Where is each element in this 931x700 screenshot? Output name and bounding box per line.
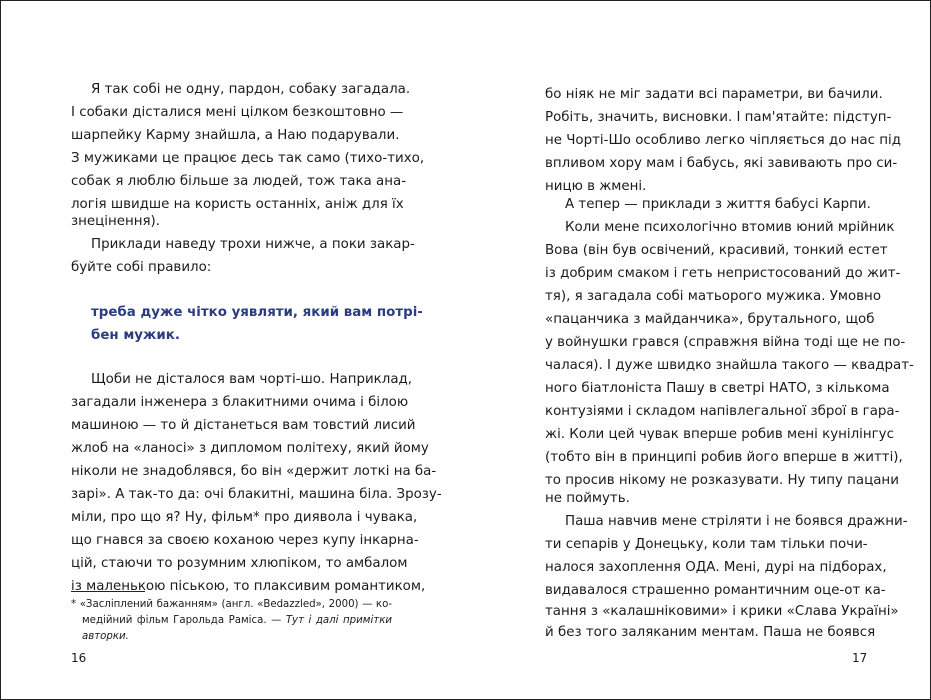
text-line: видавалося страшенно романтичним оце-от ка- — [545, 583, 886, 598]
text-line: І собаки дісталися мені цілком безкоштовно — — [71, 105, 404, 120]
text-line: буйте собі правило: — [71, 260, 212, 275]
text-line: що гнався за своєю коханою через купу інкарна- — [71, 533, 419, 548]
text-line: то просив нікому не розказувати. Ну типу пацани — [545, 473, 899, 488]
highlighted-rule: бен мужик. — [91, 328, 180, 343]
text-line: Приклади наведу трохи нижче, а поки закар- — [91, 237, 415, 252]
text-line: жі. Коли цей чувак вперше робив мені кунілінгус — [545, 427, 894, 442]
text-line: машиною — то й дістанеться вам товстий лисий — [71, 418, 416, 433]
text-line: Коли мене психологічно втомив юний мрійник — [565, 220, 895, 235]
text-line: Паша навчив мене стріляти і не боявся дражни- — [565, 514, 908, 529]
text-line: із маленькою піською, то плаксивим романтиком, — [71, 579, 426, 594]
text-line: не Чорті-Шо особливо легко чіпляється до нас під — [545, 133, 901, 148]
text-line: жлоб на «ланосі» з дипломом політеху, який йому — [71, 441, 429, 456]
text-line: Робіть, значить, висновки. І пам'ятайте: підступ- — [545, 110, 892, 125]
footnote-line: * «Засліплений бажанням» (англ. «Bedazzled», 2000) — ко- — [71, 599, 392, 610]
text-line: Вова (він був освічений, красивий, тонкий естет — [545, 243, 888, 258]
text-line: ницю в жмені. — [545, 179, 647, 194]
right-page — [466, 1, 930, 699]
text-line: Я так собі не одну, пардон, собаку загадала. — [91, 82, 411, 97]
page-number: 17 — [852, 651, 868, 665]
text-line: цій, стаючи то розумним хлюпіком, то амбалом — [71, 556, 408, 571]
text-line: бо ніяк не міг задати всі параметри, ви бачили. — [545, 87, 883, 102]
text-line: зарі». А так-то да: очі блакитні, машина біла. Зрозу- — [71, 487, 442, 502]
text-line: й без того заляканим ментам. Паша не боявся — [545, 625, 876, 640]
text-line: знецінення). — [71, 214, 160, 229]
text-line: логія швидше на користь останніх, аніж для їх — [71, 197, 404, 212]
text-line: контузіями і складом напівлегальної зброї в гара- — [545, 404, 900, 419]
footnote-divider — [71, 591, 145, 592]
footnote-line: медійний фільм Гарольда Раміса. — Тут і далі примітки — [82, 615, 392, 626]
text-line: А тепер — приклади з життя бабусі Карпи. — [565, 197, 871, 212]
text-line: загадали інженера з блакитними очима і білою — [71, 395, 409, 410]
text-line: шарпейку Карму знайшла, а Наю подарували. — [71, 128, 400, 143]
text-line: із добрим смаком і геть непристосований до жит- — [545, 266, 901, 281]
text-line: у войнушки грався (справжня війна тоді ще не по- — [545, 335, 906, 350]
text-line: налося захоплення ОДА. Мені, дурі на підборах, — [545, 560, 887, 575]
text-line: Щоби не дісталося вам чорті-шо. Наприклад, — [91, 372, 413, 387]
text-line: «пацанчика з майданчика», брутального, щоб — [545, 312, 875, 327]
text-line: чалася). І дуже швидко знайшла такого — квадрат- — [545, 358, 914, 373]
text-line: ти сепарів у Донецьку, коли там тільки почи- — [545, 537, 868, 552]
text-line: собак я люблю більше за людей, тож така ана- — [71, 174, 407, 189]
text-line: тя), я загадала собі матьорого мужика. Умовно — [545, 289, 882, 304]
footnote-line: авторки. — [82, 631, 129, 642]
text-line: міли, про що я? Ну, фільм* про диявола і чувака, — [71, 510, 418, 525]
highlighted-rule: треба дуже чітко уявляти, який вам потрі- — [91, 305, 423, 320]
text-line: ніколи не знадоблявся, бо він «держит лоткі на ба- — [71, 464, 437, 479]
text-line: тання з «калашніковими» і крики «Слава Україні» — [545, 604, 899, 619]
text-line: не поймуть. — [545, 491, 630, 506]
text-line: З мужиками це працює десь так само (тихо-тихо, — [71, 151, 425, 166]
text-line: (тобто він в принципі робив його вперше в житті), — [545, 450, 903, 465]
text-line: ного біатлоніста Пашу в светрі НАТО, з кількома — [545, 381, 890, 396]
left-page — [1, 1, 466, 699]
page-number: 16 — [71, 651, 87, 665]
text-line: впливом хору мам і бабусь, які завивають про си- — [545, 156, 898, 171]
